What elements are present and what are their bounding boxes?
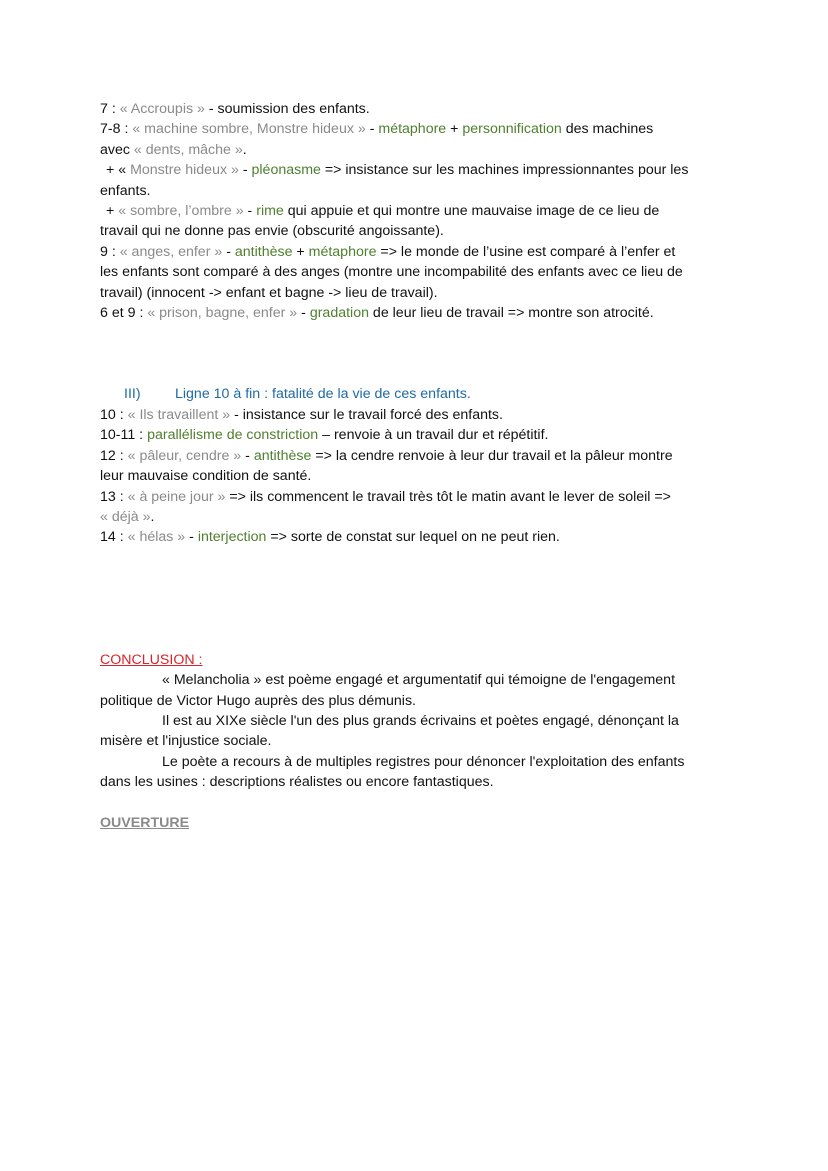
line-12: 12 : « pâleur, cendre » - antithèse => la cendre renvoie à leur dur travail et la pâleur montre [100, 447, 673, 464]
line-13: 13 : « à peine jour » => ils commencent le travail très tôt le matin avant le lever de soleil => [100, 488, 671, 505]
line-9: 9 : « anges, enfer » - antithèse + métaphore => le monde de l’usine est comparé à l’enfer et [100, 243, 676, 260]
quote: « anges, enfer » [119, 243, 223, 260]
quote: Monstre hideux » [130, 162, 239, 179]
quote: « machine sombre, Monstre hideux » [132, 121, 366, 138]
quote: « hélas » [127, 529, 186, 546]
line-13-cont: « déjà ». [100, 508, 155, 525]
figure-of-speech: antithèse [234, 243, 293, 260]
line-7: 7 : « Accroupis » - soumission des enfants. [100, 101, 370, 117]
figure-of-speech: métaphore [378, 121, 447, 138]
quote: « à peine jour » [127, 488, 226, 505]
conclusion-heading: CONCLUSION : [100, 651, 203, 668]
figure-of-speech: interjection [197, 529, 267, 546]
line-14: 14 : « hélas » - interjection => sorte de constat sur lequel on ne peut rien. [100, 529, 560, 546]
analysis-text [100, 99, 740, 833]
line-sombre: + « sombre, l’ombre » - rime qui appuie et qui montre une mauvaise image de ce lieu de [106, 203, 660, 220]
line-9-cont: les enfants sont comparé à des anges (montre une incompabilité des enfants avec ce lieu de [100, 264, 683, 281]
conclusion-p2: Il est au XIXe siècle l'un des plus grands écrivains et poètes engagé, dénonçant la [162, 712, 679, 729]
line-monstre-cont: enfants. [100, 182, 151, 199]
ouverture-heading: OUVERTURE [100, 814, 190, 831]
figure-of-speech: parallélisme de constriction [147, 427, 319, 444]
figure-of-speech: pléonasme [251, 162, 321, 179]
line-9-cont2: travail) (innocent -> enfant et bagne -> lieu de travail). [100, 284, 438, 301]
quote: « dents, mâche » [133, 141, 243, 158]
conclusion-p1-cont: politique de Victor Hugo auprès des plus démunis. [100, 692, 416, 709]
section-title: Ligne 10 à fin : fatalité de la vie de ces enfants. [175, 386, 471, 403]
quote: « Accroupis » [119, 101, 205, 117]
quote: « Ils travaillent » [127, 406, 231, 423]
line-7-8-cont: avec « dents, mâche ». [100, 141, 247, 158]
line-10: 10 : « Ils travaillent » - insistance sur le travail forcé des enfants. [100, 406, 503, 423]
line-10-11: 10-11 : parallélisme de constriction – renvoie à un travail dur et répétitif. [100, 427, 549, 444]
line-12-cont: leur mauvaise condition de santé. [100, 468, 312, 485]
quote: « sombre, l’ombre » [118, 203, 244, 220]
line-monstre: + « Monstre hideux » - pléonasme => insistance sur les machines impressionnantes pour les [106, 162, 689, 179]
quote: « prison, bagne, enfer » [147, 305, 298, 322]
figure-of-speech: personnification [462, 121, 562, 138]
quote: « déjà » [100, 508, 151, 525]
figure-of-speech: métaphore [308, 243, 377, 260]
line-6-9: 6 et 9 : « prison, bagne, enfer » - gradation de leur lieu de travail => montre son atrocité. [100, 305, 654, 322]
figure-of-speech: rime [256, 203, 284, 220]
line-7-8: 7-8 : « machine sombre, Monstre hideux » - métaphore + personnification des machines [100, 121, 654, 138]
figure-of-speech: antithèse [253, 447, 312, 464]
conclusion-p3-cont: dans les usines : descriptions réalistes ou encore fantastiques. [100, 774, 494, 791]
conclusion-p2-cont: misère et l'injustice sociale. [100, 733, 272, 750]
line-sombre-cont: travail qui ne donne pas envie (obscurité angoissante). [100, 223, 444, 240]
conclusion-p3: Le poète a recours à de multiples registres pour dénoncer l'exploitation des enfants [162, 753, 685, 770]
conclusion-p1: « Melancholia » est poème engagé et argumentatif qui témoigne de l'engagement [162, 672, 676, 689]
section-heading-3 [100, 384, 740, 404]
section-numeral: III) [124, 386, 141, 403]
quote: « pâleur, cendre » [127, 447, 242, 464]
figure-of-speech: gradation [309, 305, 369, 322]
